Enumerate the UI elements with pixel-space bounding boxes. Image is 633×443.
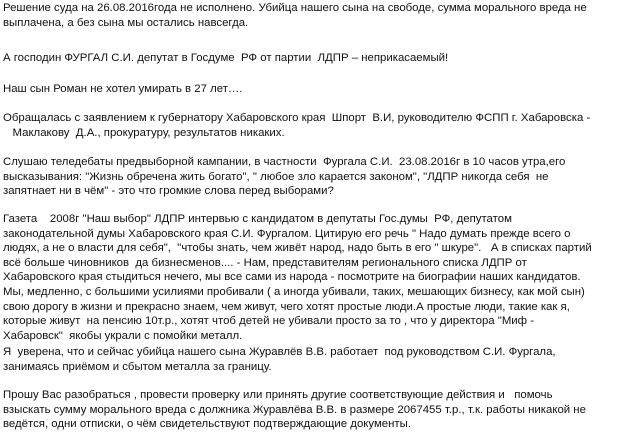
paragraph-appeals: Обращалась с заявлением к губернатору Хабаровского края Шпорт В.И, руководителю ФСПП г. Хабаровска - Маклакову Д.А., прокуратуру, результатов никаких. [3,112,591,139]
paragraph-debates: Слушаю теледебаты предвыборной кампании, в частности Фургала С.И. 23.08.2016г в 10 часов утра,его высказывания: "Жизнь обречена жить богато", " любое зло карается законом", "ЛДПР никогда себя не запятнает ни в чём" - это что громкие слова перед выборами? [3,156,566,198]
paragraph-son-roman: Наш сын Роман не хотел умирать в 27 лет…. [3,83,243,95]
paragraph-killer-works: Я уверена, что и сейчас убийца нашего сына Журавлёв В.В. работает под руководством С.И. Фургала, занимаясь приёмом и сбытом металла за границу. [3,346,556,373]
paragraph-request: Прошу Вас разобраться , провести проверку или принять другие соответствующие действия и помочь взыскать сумму морального вреда с должника Журавлёва В.В. в размере 2067455 т.р., т.к. работы никакой не ведётся, одни отписки, о чём свидетельствуют подтверждающие документы. [3,389,586,431]
paragraph-deputy-furgal: А господин ФУРГАЛ С.И. депутат в Госдуме РФ от партии ЛДПР – неприкасаемый! [3,52,449,64]
paragraph-court-decision: Решение суда на 26.08.2016года не исполнено. Убийца нашего сына на свободе, сумма морального вреда не выплачена, а без сына мы остались навсегда. [3,2,587,29]
paragraph-newspaper-interview: Газета 2008г "Наш выбор" ЛДПР интервью с кандидатом в депутаты Гос.думы РФ, депутатом законодательной думы Хабаровского края С.И. Фургалом. Цитирую его речь " Надо думать прежде всего о людях, а не о власти для себя", "чтобы знать, чем живёт народ, надо быть в его " шкуре". А в списках партий всё больше чиновников да бизнесменов.... - Нам, представителям регионального списка ЛДПР от Хабаровского края стыдиться нечего, мы все сами из народа - посмотрите на биографии наших кандидатов. Мы, медленно, с большими усилиями пробивали ( а иногда убивали, таких, мешающих бизнесу, как мой сын) свою дорогу в жизни и прекрасно знаем, чем живут, чего хотят простые люди.А простые люди, такие как я, которые живут на пенсию 10т.р., хотят чтоб детей не убивали просто за то , что у директора "Миф - Хабаровск" якобы украли с помойки металл. [3,213,592,342]
